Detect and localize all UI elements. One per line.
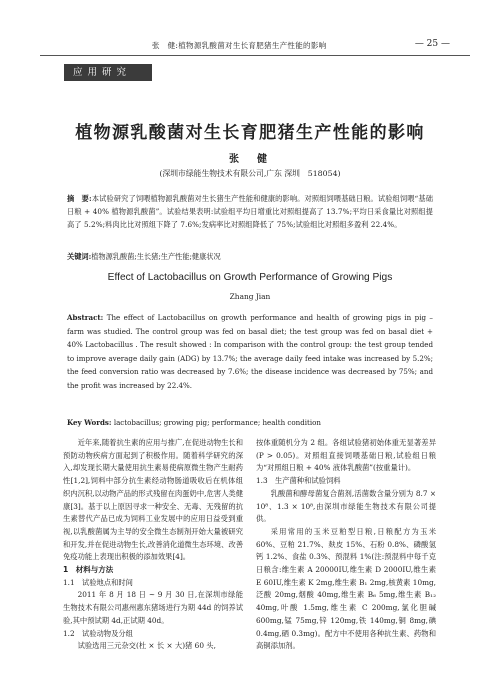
keywords-en [67,418,433,427]
abstract-en-text: The effect of Lactobacillus on growth performance and health of growing pigs in pig – farm was studied. The control group was fed on basal diet; the test group was fed on basal diet + 40% Lactobacillus . The result showed : In comparison with the control group: the test group tended to improve average daily gain (ADG) by 13.7%; the average daily feed intake was increased by 5.2%; the feed conversion ratio was decreased by 7.6%; the disease incidence was decreased by 75%; and the profit was increased by 22.4%. [67,313,433,390]
body-column-left [63,437,243,653]
paragraph-animals-groups-cont: 按体重随机分为 2 组。各组试验猪初始体重无显著差异(P > 0.05)。对照组直接饲喂基础日粮,试验组日粮为“对照组日粮 + 40% 液体乳酸菌”(按重量计)。 [256,438,436,473]
section-heading-materials-methods: 1 材料与方法 [63,565,114,575]
paragraph-diet-formula: 采用常用的玉米豆粕型日粮,日粮配方为玉米 60%、豆粕 21.7%、麸皮 15%、石粉 0.8%、磷酸氢钙 1.2%、食盐 0.3%、预混料 1%(注:预混料中每千克日粮含:维生素 A 20000IU,维生素 D 2000IU,维生素 E 60IU,维生素 K 2mg,维生素 B₁ 2mg,核黄素 10mg,泛酸 20mg,烟酸 40mg,维生素 B₆ 5mg,维生素 B₁₂ 40mg,叶酸 1.5mg,维生素 C 200mg,氯化胆碱 600mg,锰 75mg,锌 120mg,铁 140mg,铜 8mg,碘 0.4mg,硒 0.3mg)。配方中不使用各种抗生素、药物和高铜添加剂。 [256,526,436,651]
running-head [40,40,470,56]
abstract-cn-label: 摘 要: [67,194,92,203]
keywords-cn-label: 关键词: [67,252,92,261]
abstract-en [67,311,433,392]
abstract-cn-text: 本试验研究了饲喂植物源乳酸菌对生长猪生产性能和健康的影响。对照组饲喂基础日粮。试验组饲喂“基础日粮 + 40% 植物源乳酸菌”。试验结果表明:试验组平均日增重比对照组提高了 13.7%;平均日采食量比对照组提高了 5.2%;料肉比比对照组下降了 7.6%;发病率比对照组降低了 75%;试验组比对照组多盈利 22.4%。 [67,194,433,229]
body-column-right [256,437,436,653]
affiliation-cn: (深圳市绿能生物技术有限公司,广东 深圳 518054) [159,169,341,178]
page-number: — 25 — [414,39,450,49]
running-head-title: 张 健:植物源乳酸菌对生长育肥猪生产性能的影响 [152,41,327,50]
keywords-en-text: lactobacillus; growing pig; performance; health condition [113,418,321,427]
subsection-heading-site-time: 1.1 试验地点和时间 [63,577,133,587]
author-en: Zhang Jian [229,292,271,301]
paragraph-strain: 乳酸菌和酵母菌复合菌剂,活菌数含量分别为 8.7 × 10⁸、1.3 × 10⁸,由深圳市绿能生物技术有限公司提供。 [256,488,436,524]
paragraph-animals-groups: 试验选用三元杂交(杜 × 长 × 大)猪 60 头, [77,641,216,651]
keywords-cn [67,252,433,262]
article-title-en: Effect of Lactobacillus on Growth Performance of Growing Pigs [107,272,393,283]
paragraph-site-time: 2011 年 8 月 18 日 ~ 9 月 30 日,在深圳市绿能生物技术有限公司惠州惠东猪场进行为期 44d 的饲养试验,其中预试期 4d,正试期 40d。 [63,590,243,625]
article-title-cn: 植物源乳酸菌对生长育肥猪生产性能的影响 [75,123,425,143]
subsection-heading-strain-feed: 1.3 生产菌种和试验饲料 [256,476,341,486]
intro-paragraph: 近年来,随着抗生素的应用与推广,在促进动物生长和预防动物疾病方面起到了积极作用。随着科学研究的深入,却发现长期大量使用抗生素易使病原微生物产生耐药性[1,2],饲料中部分抗生素经动物肠道吸收后在机体组织内沉积,以动物产品的形式残留在肉蛋奶中,危害人类健康[3]。基于以上原因寻求一种安全、无毒、无残留的抗生素替代产品已成为饲料工业发展中的应用日益受到重视,以乳酸菌属为主导的安全微生态制剂开始大量被研究和开发,并在促进动物生长,改善消化道微生态环境、改善免疫功能上表现出积极的添加效果[4]。 [63,438,243,562]
abstract-cn [67,192,433,231]
keywords-cn-text: 植物源乳酸菌;生长猪;生产性能;健康状况 [91,252,221,261]
subsection-heading-animals-groups: 1.2 试验动物及分组 [63,628,133,638]
abstract-en-label: Abstract: [67,313,104,322]
author-cn: 张 健 [229,154,271,165]
keywords-en-label: Key Words: [67,418,112,427]
section-banner-label: 应用研究 [73,67,132,78]
section-banner [64,64,152,81]
